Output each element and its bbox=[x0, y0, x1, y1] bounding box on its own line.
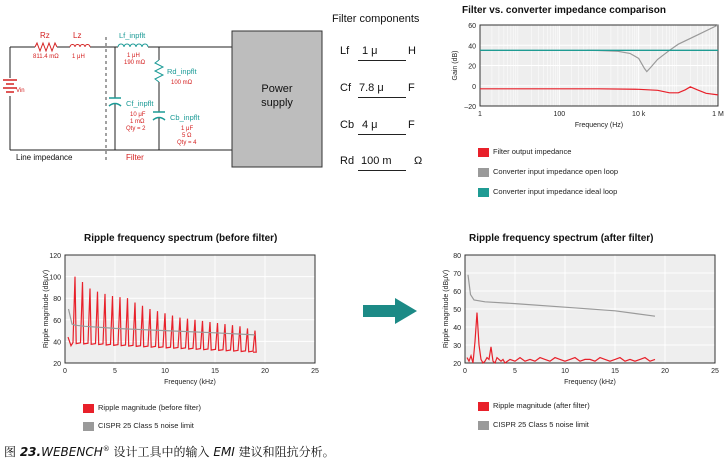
y-tick-label: 20 bbox=[453, 361, 461, 368]
filter-label: Filter bbox=[126, 153, 144, 162]
legend-label: CISPR 25 Class 5 noise limit bbox=[493, 420, 589, 429]
after-legend-item-0 bbox=[478, 401, 590, 411]
x-tick-label: 20 bbox=[261, 368, 269, 375]
legend-swatch bbox=[83, 404, 94, 413]
x-tick-label: 15 bbox=[211, 368, 219, 375]
legend-swatch bbox=[478, 168, 489, 177]
x-tick-label: 25 bbox=[711, 368, 719, 375]
legend-label: Converter input impedance ideal loop bbox=[493, 187, 618, 196]
y-axis-label: Ripple magnitude (dBμV) bbox=[43, 269, 50, 349]
x-tick-label: 0 bbox=[463, 368, 467, 375]
legend-label: Ripple magnitude (before filter) bbox=[98, 403, 201, 412]
x-tick-label: 20 bbox=[661, 368, 669, 375]
legend-label: Ripple magnitude (after filter) bbox=[493, 401, 590, 410]
schematic bbox=[0, 0, 330, 168]
y-tick-label: 80 bbox=[53, 296, 61, 304]
figure-caption bbox=[4, 443, 335, 460]
impedance-legend-item-2 bbox=[478, 187, 617, 197]
x-axis-label: Frequency (kHz) bbox=[164, 379, 216, 386]
rd-value-underline bbox=[358, 170, 406, 171]
legend-label: Converter input impedance open loop bbox=[493, 167, 619, 176]
legend-swatch bbox=[478, 402, 489, 411]
y-tick-label: 80 bbox=[453, 253, 461, 260]
x-tick-label: 100 bbox=[553, 111, 566, 118]
y-tick-label: 20 bbox=[53, 361, 61, 368]
caption-text-1: 设计工具中的输入 bbox=[109, 445, 214, 459]
cf-value-1: 10 μF bbox=[130, 112, 146, 118]
after-chart-title: Ripple frequency spectrum (after filter) bbox=[469, 233, 654, 244]
cf-label: Cf_inpflt bbox=[126, 99, 154, 108]
cb-value-2: 5 Ω bbox=[182, 133, 192, 139]
before-legend-item-0 bbox=[83, 403, 201, 413]
x-tick-label: 1 bbox=[478, 111, 482, 118]
x-tick-label: 15 bbox=[611, 368, 619, 375]
lz-label: Lz bbox=[73, 31, 82, 40]
lz-value: 1 μH bbox=[72, 54, 85, 60]
cb-value-underline bbox=[358, 134, 406, 135]
rd-unit: Ω bbox=[414, 155, 423, 167]
lz-inductor-icon bbox=[70, 45, 90, 47]
lf-label: Lf_inpflt bbox=[119, 31, 146, 40]
lf-inductor-icon bbox=[118, 44, 148, 47]
impedance-chart-title: Filter vs. converter impedance comparison bbox=[462, 5, 666, 16]
x-tick-label: 1 M bbox=[712, 111, 724, 118]
legend-label: Filter output impedance bbox=[493, 147, 572, 156]
caption-reg: ® bbox=[102, 445, 110, 453]
cb-value-field[interactable]: 4 μ bbox=[362, 119, 378, 131]
cf-name: Cf bbox=[340, 82, 351, 94]
rd-value-field[interactable]: 100 m bbox=[361, 155, 392, 167]
y-tick-label: 0 bbox=[472, 83, 476, 91]
cb-unit: F bbox=[408, 119, 415, 131]
cf-value-2: 1 mΩ bbox=[130, 119, 145, 125]
x-tick-label: 10 bbox=[561, 368, 569, 375]
y-tick-label: 60 bbox=[53, 317, 61, 325]
power-supply-label-2: supply bbox=[261, 97, 293, 109]
impedance-legend-item-0 bbox=[478, 147, 571, 157]
after-filter-chart bbox=[440, 248, 725, 393]
cf-unit: F bbox=[408, 82, 415, 94]
x-tick-label: 10 bbox=[161, 368, 169, 375]
x-tick-label: 10 k bbox=[632, 111, 646, 118]
y-tick-label: –20 bbox=[464, 104, 476, 111]
filter-components-title: Filter components bbox=[332, 13, 420, 25]
rz-value: 811.4 mΩ bbox=[33, 54, 59, 60]
y-tick-label: 40 bbox=[53, 339, 61, 347]
before-legend-item-1 bbox=[83, 421, 194, 431]
x-tick-label: 5 bbox=[513, 368, 517, 375]
vin-label: Vin bbox=[16, 88, 25, 94]
plot-area bbox=[65, 255, 315, 363]
impedance-legend-item-1 bbox=[478, 167, 618, 177]
caption-number: 23. bbox=[19, 445, 42, 459]
before-filter-chart bbox=[40, 248, 325, 393]
legend-swatch bbox=[478, 421, 489, 430]
before-chart-title: Ripple frequency spectrum (before filter) bbox=[84, 233, 278, 244]
caption-text-2: 建议和阻抗分析。 bbox=[234, 445, 335, 459]
rd-label: Rd_inpflt bbox=[167, 67, 197, 76]
cf-value-underline bbox=[358, 97, 406, 98]
rd-name: Rd bbox=[340, 155, 355, 167]
legend-swatch bbox=[83, 422, 94, 431]
lf-value-2: 190 mΩ bbox=[124, 60, 146, 66]
x-axis-label: Frequency (kHz) bbox=[564, 379, 616, 386]
y-tick-label: 70 bbox=[453, 271, 461, 278]
x-tick-label: 0 bbox=[63, 368, 67, 375]
lf-value-underline bbox=[358, 60, 406, 61]
power-supply-label-1: Power bbox=[261, 83, 293, 95]
after-legend-item-1 bbox=[478, 420, 589, 430]
rz-resistor-icon bbox=[35, 43, 57, 51]
cb-name: Cb bbox=[340, 119, 355, 131]
y-tick-label: 20 bbox=[468, 63, 476, 71]
x-axis-label: Frequency (Hz) bbox=[574, 122, 624, 129]
y-tick-label: 120 bbox=[49, 253, 61, 260]
rd-resistor-icon bbox=[155, 60, 163, 82]
battery-icon bbox=[3, 80, 17, 92]
y-axis-label: Ripple magnitude (dBμV) bbox=[443, 269, 450, 349]
y-tick-label: 60 bbox=[468, 23, 476, 30]
lf-value-field[interactable]: 1 μ bbox=[362, 45, 378, 57]
cb-label: Cb_inpflt bbox=[170, 113, 200, 122]
lf-name: Lf bbox=[340, 45, 350, 57]
caption-emi: EMI bbox=[213, 445, 235, 459]
y-tick-label: 100 bbox=[49, 274, 61, 282]
legend-swatch bbox=[478, 148, 489, 157]
y-tick-label: 40 bbox=[468, 43, 476, 51]
lf-unit: H bbox=[408, 45, 416, 57]
y-tick-label: 40 bbox=[453, 325, 461, 332]
y-tick-label: 50 bbox=[453, 307, 461, 314]
x-tick-label: 5 bbox=[113, 368, 117, 375]
legend-label: CISPR 25 Class 5 noise limit bbox=[98, 421, 194, 430]
cf-value-field[interactable]: 7.8 μ bbox=[359, 82, 384, 94]
caption-prefix: 图 bbox=[4, 445, 20, 459]
caption-brand: WEBENCH bbox=[41, 445, 103, 459]
lf-value-1: 1 μH bbox=[127, 53, 140, 59]
y-tick-label: 30 bbox=[453, 343, 461, 350]
arrow-right-icon bbox=[363, 298, 417, 324]
y-tick-label: 60 bbox=[453, 289, 461, 296]
line-impedance-label: Line impedance bbox=[16, 153, 73, 162]
y-axis-label: Gain (dB) bbox=[452, 50, 459, 81]
rd-value: 100 mΩ bbox=[171, 80, 193, 86]
x-tick-label: 25 bbox=[311, 368, 319, 375]
impedance-chart bbox=[445, 18, 724, 140]
cb-value-3: Qty = 4 bbox=[177, 140, 197, 146]
rz-label: Rz bbox=[40, 31, 50, 40]
legend-swatch bbox=[478, 188, 489, 197]
cf-value-3: Qty = 2 bbox=[126, 126, 146, 132]
cb-value-1: 1 μF bbox=[181, 126, 194, 132]
